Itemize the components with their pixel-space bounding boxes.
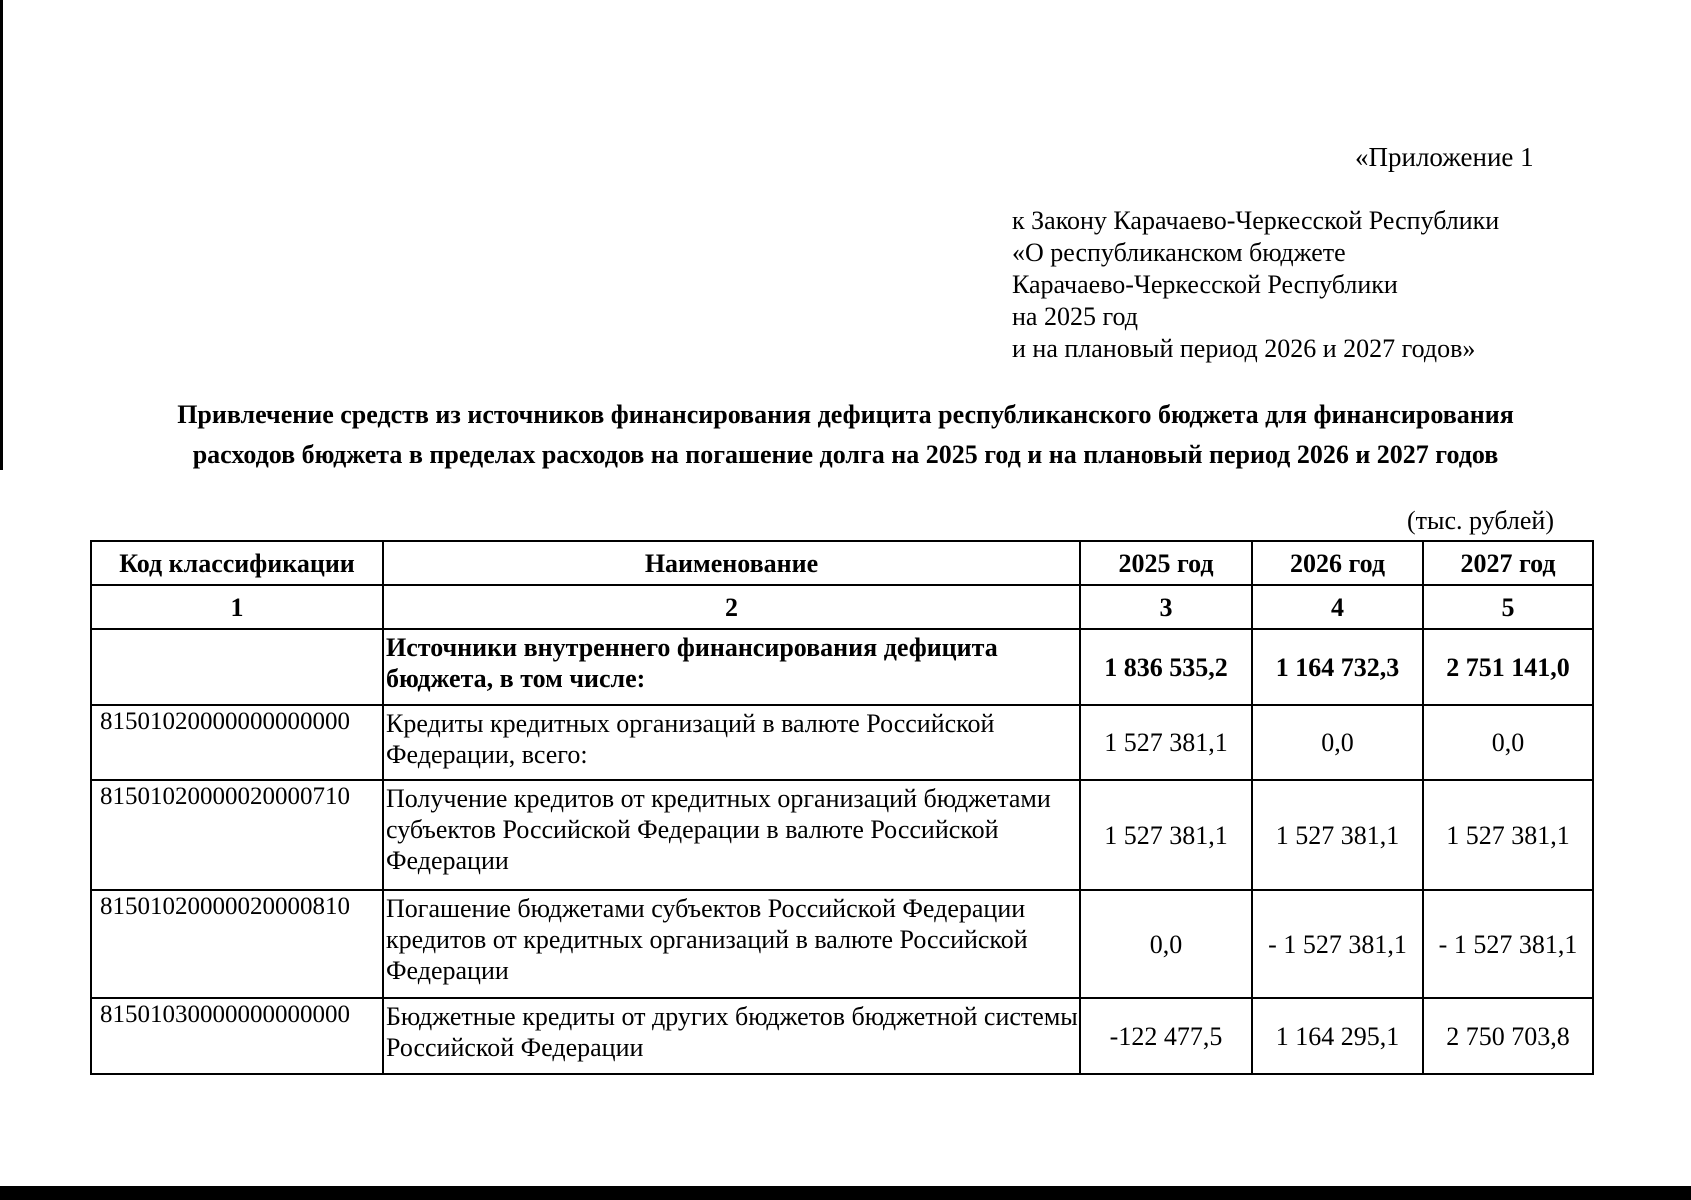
row-name: Погашение бюджетами субъектов Российской Федерации кредитов от кредитных организаций в валюте Российской Федерации: [383, 890, 1080, 998]
appendix-line: к Закону Карачаево-Черкесской Республики: [1012, 206, 1500, 235]
document-title-line: Привлечение средств из источников финансирования дефицита республиканского бюджета для финансирования: [177, 400, 1514, 429]
row-value-2026: - 1 527 381,1: [1252, 890, 1423, 998]
document-title-line: расходов бюджета в пределах расходов на погашение долга на 2025 год и на плановый период 2026 и 2027 годов: [192, 440, 1499, 469]
row-value-2027: 1 527 381,1: [1423, 780, 1593, 890]
row-value-2026: 1 527 381,1: [1252, 780, 1423, 890]
row-code: 81501030000000000000: [91, 998, 383, 1074]
row-value-2025: -122 477,5: [1080, 998, 1252, 1074]
budget-table: [90, 540, 1594, 1075]
appendix-line: и на плановый период 2026 и 2027 годов»: [1012, 334, 1476, 363]
header-name: Наименование: [383, 541, 1080, 585]
row-value-2027: 2 750 703,8: [1423, 998, 1593, 1074]
column-number: 2: [383, 585, 1080, 629]
row-value-2025: 0,0: [1080, 890, 1252, 998]
column-number-row: [91, 585, 1593, 629]
header-code: Код классификации: [91, 541, 383, 585]
row-value-2026: 1 164 732,3: [1252, 629, 1423, 705]
row-name: Источники внутреннего финансирования дефицита бюджета, в том числе:: [383, 629, 1080, 705]
table-header-row: [91, 541, 1593, 585]
appendix-reference: [1012, 205, 1499, 365]
row-name: Получение кредитов от кредитных организаций бюджетами субъектов Российской Федерации в валюте Российской Федерации: [383, 780, 1080, 890]
row-code: 81501020000020000810: [91, 890, 383, 998]
row-value-2027: 2 751 141,0: [1423, 629, 1593, 705]
scan-left-edge: [0, 0, 3, 470]
row-value-2027: 0,0: [1423, 705, 1593, 780]
header-2026: 2026 год: [1252, 541, 1423, 585]
column-number: 3: [1080, 585, 1252, 629]
row-code: [91, 629, 383, 705]
table-row: [91, 780, 1593, 890]
table-row: [91, 705, 1593, 780]
column-number: 1: [91, 585, 383, 629]
table-row: [91, 890, 1593, 998]
row-value-2025: 1 527 381,1: [1080, 705, 1252, 780]
row-name: Бюджетные кредиты от других бюджетов бюджетной системы Российской Федерации: [383, 998, 1080, 1074]
row-code: 81501020000020000710: [91, 780, 383, 890]
row-value-2026: 0,0: [1252, 705, 1423, 780]
document-title: [40, 395, 1651, 475]
row-value-2025: 1 836 535,2: [1080, 629, 1252, 705]
appendix-line: «О республиканском бюджете: [1012, 238, 1346, 267]
row-value-2027: - 1 527 381,1: [1423, 890, 1593, 998]
appendix-line: Карачаево-Черкесской Республики: [1012, 270, 1398, 299]
column-number: 4: [1252, 585, 1423, 629]
scan-bottom-edge: [0, 1186, 1691, 1200]
row-code: 81501020000000000000: [91, 705, 383, 780]
row-name: Кредиты кредитных организаций в валюте Российской Федерации, всего:: [383, 705, 1080, 780]
table-row: [91, 629, 1593, 705]
column-number: 5: [1423, 585, 1593, 629]
table-row: [91, 998, 1593, 1074]
header-2025: 2025 год: [1080, 541, 1252, 585]
appendix-title: «Приложение 1: [1355, 142, 1534, 172]
header-2027: 2027 год: [1423, 541, 1593, 585]
row-value-2026: 1 164 295,1: [1252, 998, 1423, 1074]
appendix-line: на 2025 год: [1012, 302, 1138, 331]
units-label: (тыс. рублей): [1406, 506, 1554, 535]
row-value-2025: 1 527 381,1: [1080, 780, 1252, 890]
